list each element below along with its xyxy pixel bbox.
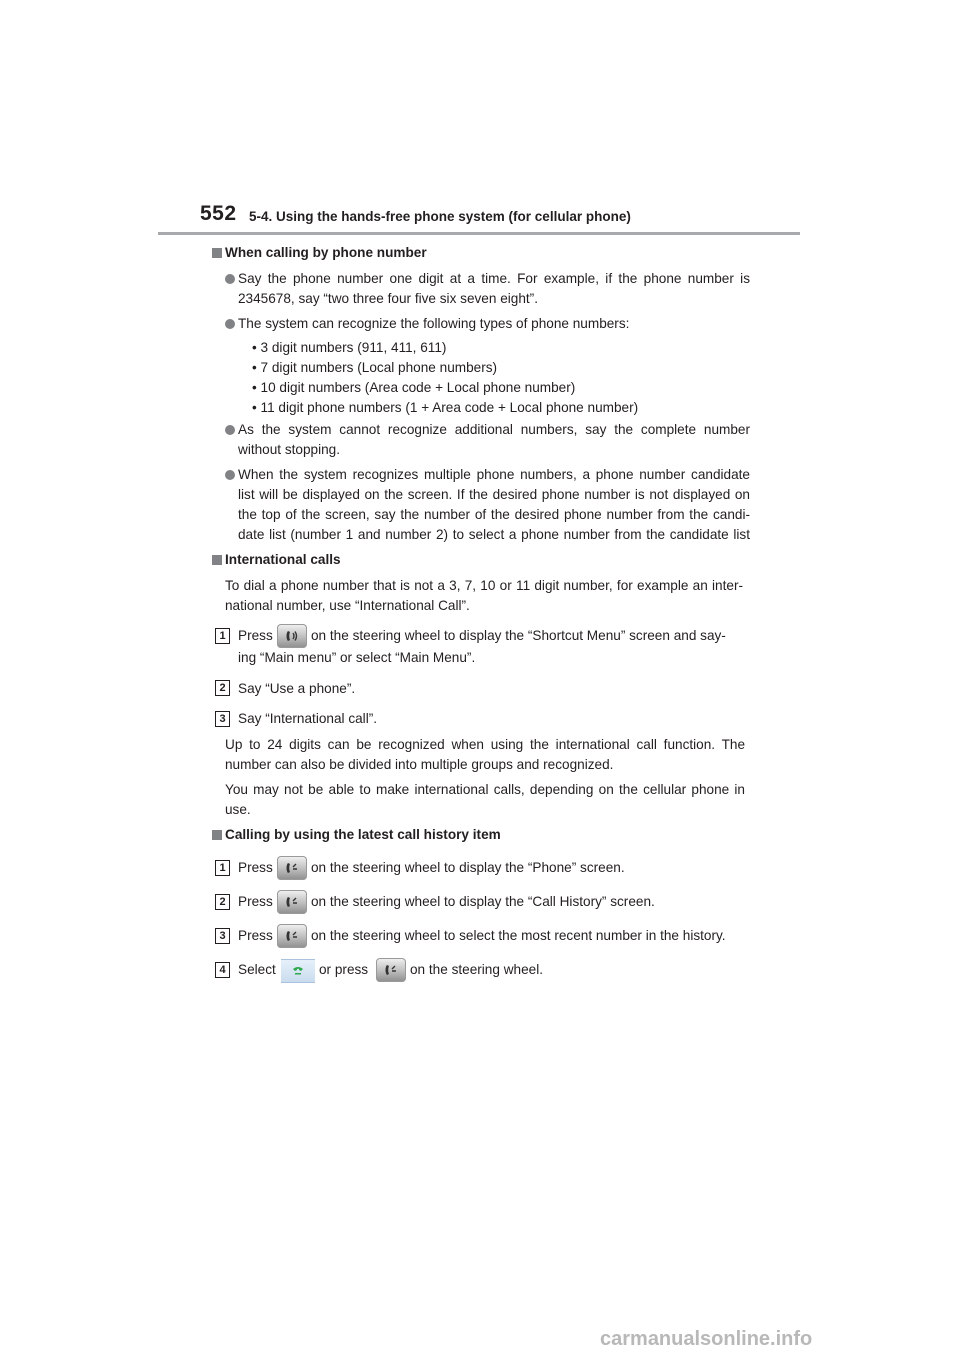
bullet-text: As the system cannot recognize additional numbers, say the complete number: [238, 422, 750, 437]
heading-square-icon: [212, 830, 222, 840]
list-item: • 7 digit numbers (Local phone numbers): [252, 360, 498, 375]
paragraph: national number, use “International Call”.: [225, 598, 470, 613]
step-text: or press: [319, 962, 369, 977]
paragraph: To dial a phone number that is not a 3, 7, 10 or 11 digit number, for example an inter-: [225, 578, 743, 593]
list-item: • 11 digit phone numbers (1 + Area code + Local phone number): [252, 400, 639, 415]
bullet-text: When the system recognizes multiple phone numbers, a phone number candidate: [238, 467, 750, 482]
heading-square-icon: [212, 248, 222, 258]
paragraph: number can also be divided into multiple groups and recognized.: [225, 757, 614, 772]
step-text: Press: [238, 928, 273, 943]
voice-talk-button-icon: [277, 624, 307, 648]
step-number: 4: [215, 962, 230, 978]
section-title: 5-4. Using the hands-free phone system (for cellular phone): [249, 209, 631, 224]
step-text: on the steering wheel to display the “Phone” screen.: [311, 860, 625, 875]
phone-off-hook-button-icon: [277, 924, 307, 948]
step-text: on the steering wheel.: [410, 962, 544, 977]
paragraph: Up to 24 digits can be recognized when using the international call function. The: [225, 737, 745, 752]
heading-calling-by-number: When calling by phone number: [225, 245, 427, 260]
bullet-text: date list (number 1 and number 2) to select a phone number from the candidate list: [238, 527, 750, 542]
step-text: on the steering wheel to select the most recent number in the history.: [311, 928, 726, 943]
list-item: • 10 digit numbers (Area code + Local phone number): [252, 380, 576, 395]
step-text: Say “Use a phone”.: [238, 681, 356, 696]
step-text: on the steering wheel to display the “Shortcut Menu” screen and say-: [311, 628, 726, 643]
bullet-text: the top of the screen, say the number of the desired phone number from the candi-: [238, 507, 750, 522]
step-number: 2: [215, 680, 230, 696]
heading-call-history: Calling by using the latest call history item: [225, 827, 501, 842]
page-number: 552: [200, 202, 237, 225]
screen-call-button-icon: [281, 959, 315, 983]
bullet-dot-icon: [225, 274, 235, 284]
step-text: Select: [238, 962, 276, 977]
bullet-text: without stopping.: [238, 442, 341, 457]
step-number: 3: [215, 711, 230, 727]
step-number: 1: [215, 860, 230, 876]
step-text: on the steering wheel to display the “Call History” screen.: [311, 894, 655, 909]
list-item: • 3 digit numbers (911, 411, 611): [252, 340, 447, 355]
phone-off-hook-button-icon: [277, 856, 307, 880]
watermark: carmanualsonline.info: [600, 1328, 813, 1350]
step-text: Say “International call”.: [238, 711, 378, 726]
bullet-text: Say the phone number one digit at a time. For example, if the phone number is: [238, 271, 750, 286]
bullet-dot-icon: [225, 470, 235, 480]
phone-off-hook-button-icon: [376, 958, 406, 982]
bullet-dot-icon: [225, 425, 235, 435]
bullet-text: The system can recognize the following types of phone numbers:: [238, 316, 630, 331]
step-number: 3: [215, 928, 230, 944]
bullet-dot-icon: [225, 319, 235, 329]
step-text: Press: [238, 860, 273, 875]
phone-off-hook-button-icon: [277, 890, 307, 914]
step-text: Press: [238, 628, 273, 643]
header-rule: [158, 232, 800, 235]
bullet-text: list will be displayed on the screen. If the desired phone number is not displayed on: [238, 487, 750, 502]
heading-international-calls: International calls: [225, 552, 341, 567]
step-text: Press: [238, 894, 273, 909]
bullet-text: 2345678, say “two three four five six seven eight”.: [238, 291, 538, 306]
paragraph: use.: [225, 802, 251, 817]
step-text: ing “Main menu” or select “Main Menu”.: [238, 650, 476, 665]
step-number: 1: [215, 628, 230, 644]
step-number: 2: [215, 894, 230, 910]
heading-square-icon: [212, 555, 222, 565]
paragraph: You may not be able to make international calls, depending on the cellular phone in: [225, 782, 745, 797]
page-header: [158, 202, 800, 234]
